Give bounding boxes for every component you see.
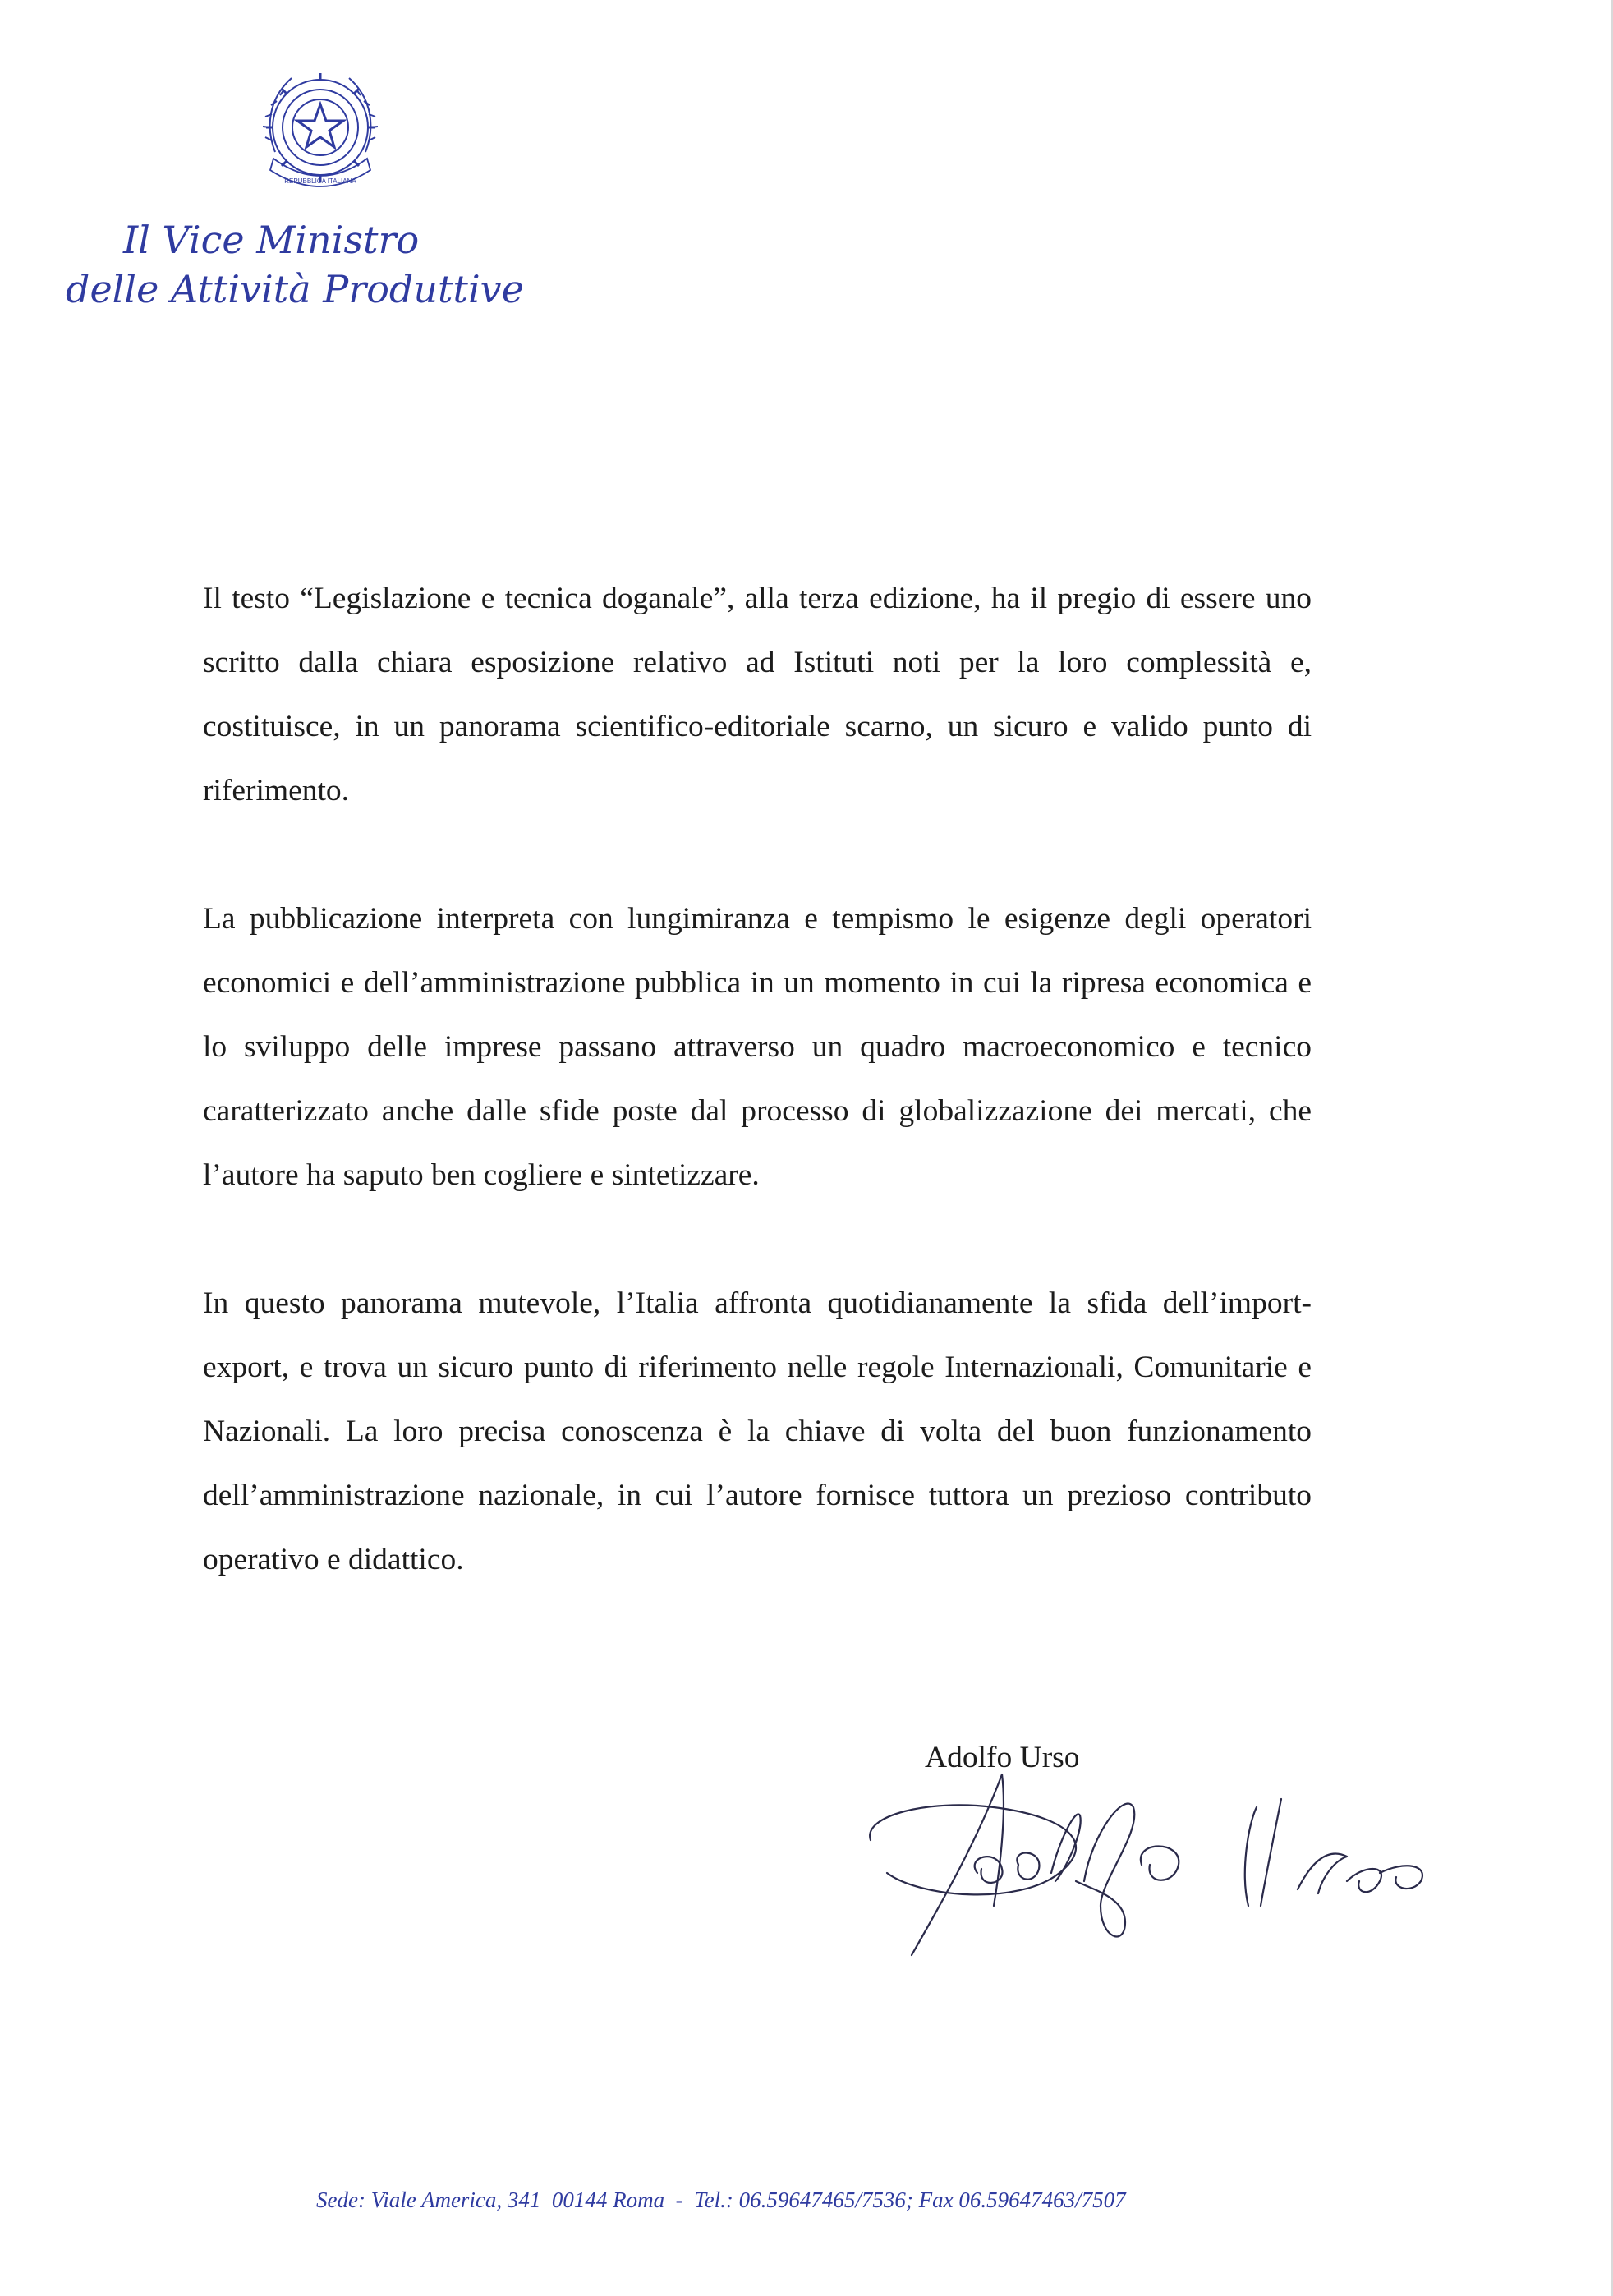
body-paragraph-1: Il testo “Legislazione e tecnica doganale”, alla terza edizione, ha il pregio di essere uno scritto dalla chiara esposizione relativo ad Istituti noti per la loro complessità e, costituisce, in un panorama scientifico-editoriale scarno, un sicuro e valido punto di riferimento. — [203, 582, 1312, 808]
letterhead-footer — [316, 2188, 1126, 2213]
republic-emblem-icon — [250, 62, 390, 201]
signatory-name: Adolfo Urso — [925, 1741, 1080, 1774]
letter-body — [203, 567, 1312, 1656]
heading-line-2: delle Attività Produttive — [66, 267, 524, 311]
handwritten-signature — [854, 1717, 1462, 1980]
heading-line-1: Il Vice Ministro — [123, 218, 420, 262]
body-paragraph-2: La pubblicazione interpreta con lungimiranza e tempismo le esigenze degli operatori economici e dell’amministrazione pubblica in un momento in cui la ripresa economica e lo sviluppo delle imprese passano attraverso un quadro macroeconomico e tecnico caratterizzato anche dalle sfide poste dal processo di globalizzazione dei mercati, che l’autore ha saputo ben cogliere e sintetizzare. — [203, 902, 1312, 1192]
footer-address: Sede: Viale America, 341 00144 Roma - Tel.: 06.59647465/7536; Fax 06.59647463/7507 — [316, 2188, 1126, 2212]
ministry-heading — [66, 215, 591, 314]
body-paragraph-3: In questo panorama mutevole, l’Italia affronta quotidianamente la sfida dell’import-export, e trova un sicuro punto di riferimento nelle regole Internazionali, Comunitarie e Nazionali. La loro precisa conoscenza è la chiave di volta del buon funzionamento dell’amministrazione nazionale, in cui l’autore fornisce tuttora un prezioso contributo operativo e didattico. — [203, 1286, 1312, 1576]
emblem-ribbon-text: REPUBBLICA ITALIANA — [284, 177, 356, 185]
